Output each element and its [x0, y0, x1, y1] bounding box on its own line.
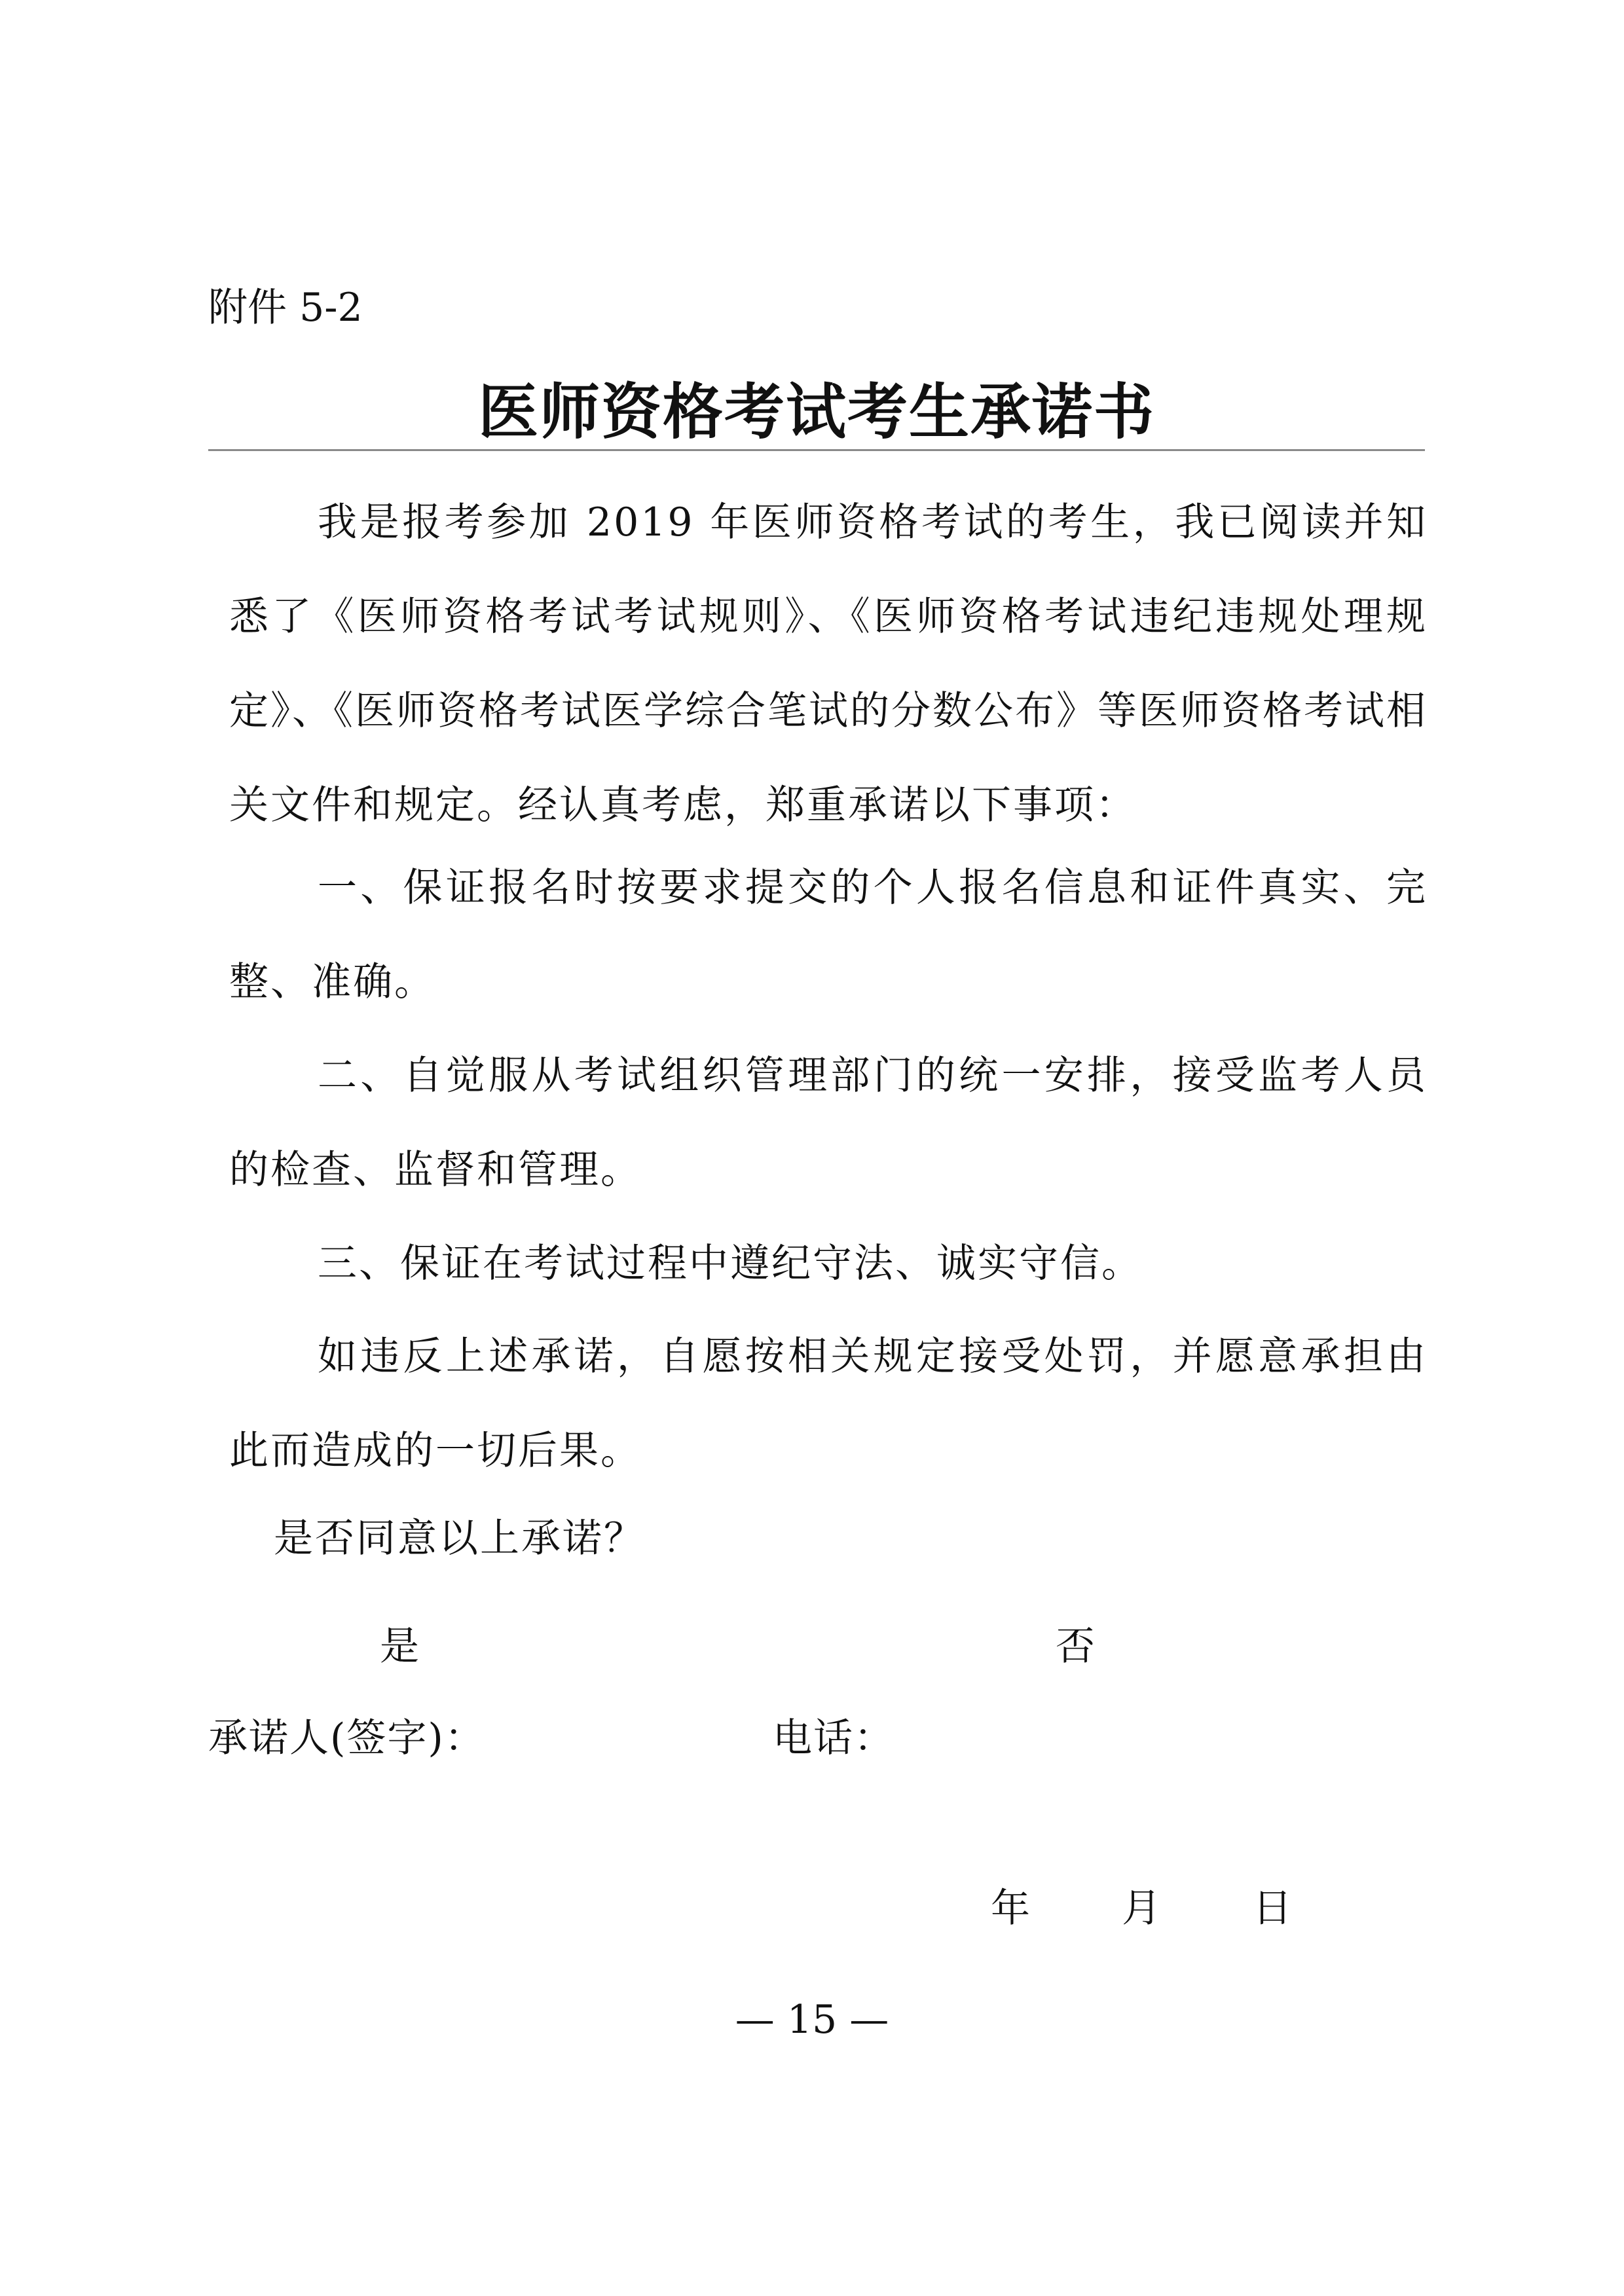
commitment-item-1: 一、保证报名时按要求提交的个人报名信息和证件真实、完整、准确。	[229, 865, 1428, 1005]
date-day-label: 日	[1253, 1886, 1292, 1931]
intro-paragraph: 我是报考参加 2019 年医师资格考试的考生，我已阅读并知悉了《医师资格考试考试规则》、《医师资格考试违纪违规处理规定》、《医师资格考试医学综合笔试的分数公布》等医师资格考试相关文件和规定。经认真考虑，郑重承诺以下事项：	[229, 500, 1428, 828]
date-month-label: 月	[1122, 1886, 1161, 1931]
date-year-label: 年	[991, 1886, 1030, 1931]
title-divider	[208, 449, 1425, 451]
document-title: 医师资格考试考生承诺书	[477, 377, 1155, 447]
option-no[interactable]: 否	[1056, 1624, 1095, 1669]
phone-label: 电话：	[773, 1715, 895, 1761]
option-yes[interactable]: 是	[380, 1624, 419, 1669]
attachment-label: 附件 5-2	[208, 285, 363, 331]
violation-paragraph: 如违反上述承诺，自愿按相关规定接受处罚，并愿意承担由此而造成的一切后果。	[229, 1334, 1428, 1474]
page-number: — 15 —	[735, 1997, 889, 2043]
consent-question: 是否同意以上承诺？	[274, 1516, 645, 1561]
signature-label: 承诺人(签字)：	[208, 1715, 485, 1761]
commitment-item-3: 三、保证在考试过程中遵纪守法、诚实守信。	[318, 1241, 1143, 1286]
commitment-item-2: 二、自觉服从考试组织管理部门的统一安排，接受监考人员的检查、监督和管理。	[229, 1053, 1428, 1193]
